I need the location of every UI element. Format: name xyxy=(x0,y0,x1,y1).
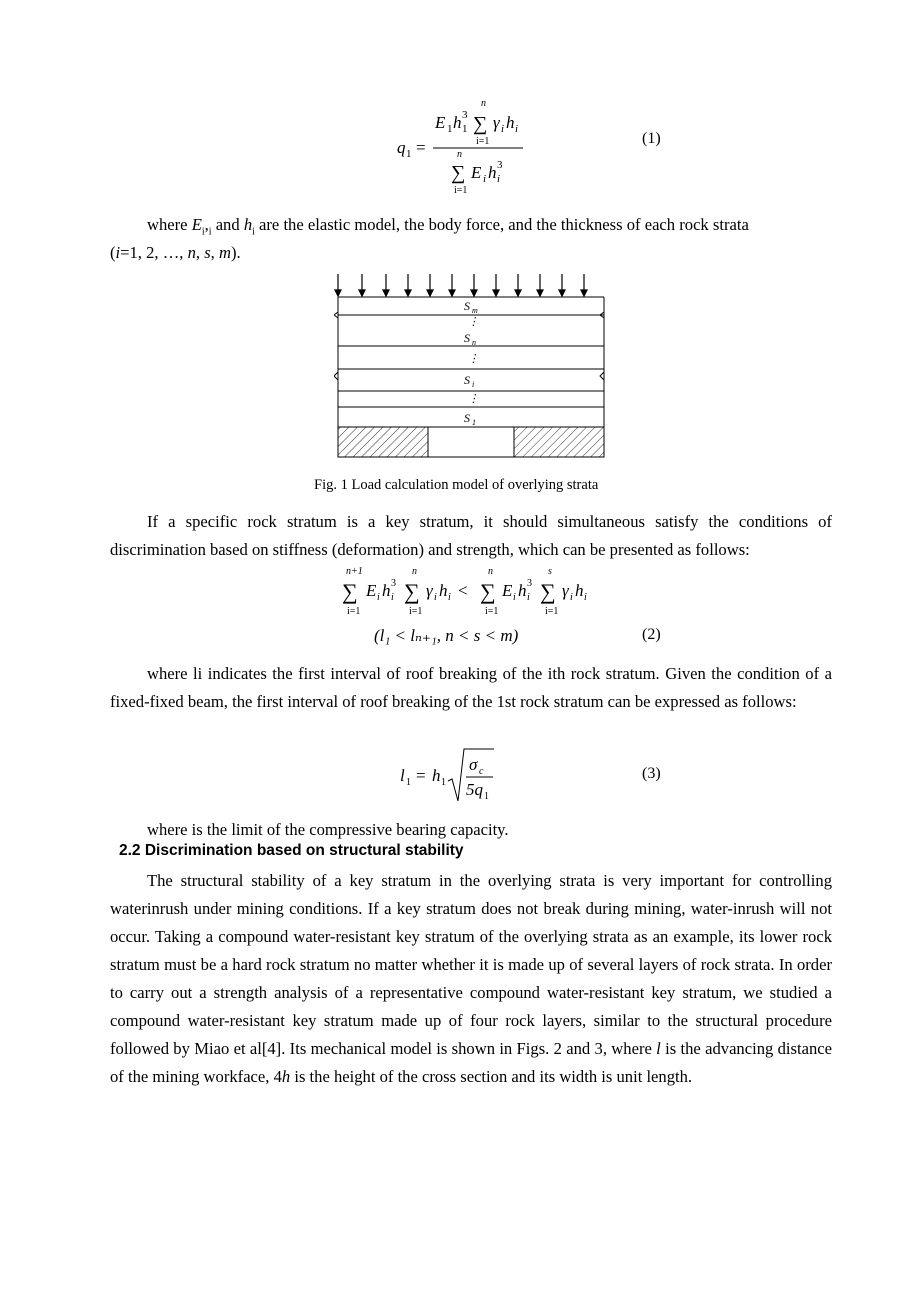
eq1-den-h: h xyxy=(488,163,497,182)
p1-n: n xyxy=(187,243,196,262)
left-support xyxy=(338,427,428,457)
label-si: S xyxy=(464,373,470,387)
eq3-lhs: l xyxy=(400,766,405,785)
eq2-h4: h xyxy=(575,581,584,600)
section-heading: 2.2 Discrimination based on structural stability xyxy=(119,842,464,859)
label-s1: S xyxy=(464,411,470,425)
paragraph-index-list xyxy=(110,239,832,267)
eq1-num-e-sub: 1 xyxy=(447,123,453,135)
equation-1 xyxy=(395,96,535,201)
p1-i: i xyxy=(115,243,121,262)
eq1-lhs: q xyxy=(397,138,406,157)
eq1-den-e: E xyxy=(471,163,482,182)
eq1-num-sum-top: n xyxy=(481,98,486,109)
eq1-den-h-sup: 3 xyxy=(497,159,503,171)
equation-2-number: (2) xyxy=(642,626,661,643)
eq2-h1-sub: i xyxy=(391,592,394,603)
label-dots-2: ⋮ xyxy=(468,353,479,365)
eq2-h3-sup: 3 xyxy=(527,578,532,589)
label-dots-1: ⋮ xyxy=(468,316,479,328)
eq2-gamma2-sub: i xyxy=(570,592,573,603)
equation-1-graphic xyxy=(395,96,535,196)
eq2-gamma1-sub: i xyxy=(434,592,437,603)
eq1-num-h: h xyxy=(453,113,462,132)
label-sm: S xyxy=(464,299,470,313)
eq2-h2-sub: i xyxy=(448,592,451,603)
eq3-den-sub: 1 xyxy=(484,791,489,802)
p1-sep1: , xyxy=(195,243,205,262)
p1-m: m xyxy=(218,243,231,262)
p1-rest: are the elastic model, the body force, and the thickness of each rock strata xyxy=(254,215,749,234)
load-arrows xyxy=(335,274,587,296)
equation-2-graphic xyxy=(340,566,610,650)
p5-part-b: is the advancing distance of the mining workface, 4 xyxy=(110,1039,832,1086)
eq1-equals: = xyxy=(416,138,426,157)
p1-h-sub: i xyxy=(252,226,255,238)
label-dots-3: ⋮ xyxy=(468,393,479,405)
equation-3-number: (3) xyxy=(642,765,661,782)
figure-load-model xyxy=(334,272,608,467)
equation-3-graphic xyxy=(398,745,508,807)
eq2-sum4-top: s xyxy=(548,566,552,577)
eq2-h4-sub: i xyxy=(584,592,587,603)
eq1-num-sigma: ∑ xyxy=(473,113,488,135)
eq2-sum1-top: n+1 xyxy=(346,566,363,577)
p1-h: h xyxy=(243,215,253,234)
eq1-num-h-sub: 1 xyxy=(462,123,468,135)
equation-2 xyxy=(340,566,610,655)
eq3-h-sub: 1 xyxy=(441,777,446,788)
p5-part-a: The structural stability of a key stratum in the overlying strata is very important for controlling waterinrush under mining conditions. If a key stratum does not break during mining, water-inrush will not occur. Taking a compound water-resistant key stratum of the overlying strata as an example, its lower rock stratum must be a hard rock stratum no matter whether it is made up of several layers of rock strata. In order to carry out a strength analysis of a representative compound water-resistant key stratum, we studied a compound water-resistant key stratum made up of four rock layers, similar to the structural procedure followed by Miao et al[4]. Its mechanical model is shown in Figs. 2 and 3, where xyxy=(110,871,832,1058)
p5-part-c: is the height of the cross section and its width is unit length. xyxy=(290,1067,693,1086)
label-s1-sub: 1 xyxy=(472,418,476,427)
eq2-sigma1: ∑ xyxy=(342,579,358,604)
eq2-h3: h xyxy=(518,581,527,600)
eq2-sigma4: ∑ xyxy=(540,579,556,604)
eq2-h1-sup: 3 xyxy=(391,578,396,589)
p1-gamma-sub: i xyxy=(208,226,212,238)
eq2-sum2-top: n xyxy=(412,566,417,577)
eq1-num-h-sup: 3 xyxy=(462,109,468,121)
eq1-num-gamma-sub: i xyxy=(501,123,505,135)
eq3-num-sub: c xyxy=(479,766,484,777)
eq2-e1-sub: i xyxy=(377,592,380,603)
p1-close: ). xyxy=(230,243,241,262)
eq2-gamma1: γ xyxy=(426,581,433,600)
p5-h: h xyxy=(281,1067,291,1086)
eq1-den-sigma: ∑ xyxy=(451,162,466,184)
figure-caption: Fig. 1 Load calculation model of overlying strata xyxy=(314,477,599,493)
eq1-num-gamma: γ xyxy=(493,113,500,132)
eq1-num-e: E xyxy=(435,113,446,132)
eq3-lhs-sub: 1 xyxy=(406,777,411,788)
eq2-line2: (l₁ < lₙ₊₁, n < s < m) xyxy=(374,626,519,645)
label-sn: S xyxy=(464,331,470,345)
strata-labels xyxy=(464,299,479,427)
label-sm-sub: m xyxy=(472,306,478,315)
p1-comma: , xyxy=(204,215,209,234)
eq2-sum1-bottom: i=1 xyxy=(347,606,361,617)
eq1-den-sum-bottom: i=1 xyxy=(454,185,468,196)
eq2-h1: h xyxy=(382,581,391,600)
eq2-sigma2: ∑ xyxy=(404,579,420,604)
eq2-less-than: < xyxy=(458,581,468,600)
equation-1-number: (1) xyxy=(642,130,661,147)
eq2-sum4-bottom: i=1 xyxy=(545,606,559,617)
eq2-h3-sub: i xyxy=(527,592,530,603)
eq1-den-h-sub: i xyxy=(497,173,501,185)
eq3-num: σ xyxy=(469,755,478,774)
eq2-sum3-bottom: i=1 xyxy=(485,606,499,617)
eq3-h: h xyxy=(432,766,441,785)
eq3-equals: = xyxy=(416,766,426,785)
p1-mid: and xyxy=(211,215,244,234)
eq1-num-h2-sub: i xyxy=(515,123,519,135)
label-sn-sub: n xyxy=(472,338,476,347)
p1-prefix: where xyxy=(147,215,192,234)
eq2-sum2-bottom: i=1 xyxy=(409,606,423,617)
eq3-den: 5q xyxy=(466,780,483,799)
eq1-den-sum-top: n xyxy=(457,149,462,160)
p1-s: s xyxy=(204,243,211,262)
eq1-lhs-sub: 1 xyxy=(406,148,412,160)
right-support xyxy=(514,427,604,457)
eq2-sum3-top: n xyxy=(488,566,493,577)
paragraph-roof-breaking: where li indicates the first interval of roof breaking of the ith rock stratum. Given the condition of a fixed-fixed beam, the first interval of roof breaking of the 1st rock stratum can be expressed as follows: xyxy=(110,664,832,711)
load-model-diagram xyxy=(334,272,608,462)
p1-open: ( xyxy=(110,243,116,262)
paragraph-compressive-limit: where is the limit of the compressive bearing capacity. xyxy=(147,820,509,839)
paragraph-key-stratum-condition: If a specific rock stratum is a key stratum, it should simultaneous satisfy the conditions of discrimination based on stiffness (deformation) and strength, which can be presented as follows: xyxy=(110,512,832,559)
eq1-num-h2: h xyxy=(506,113,515,132)
eq2-e1: E xyxy=(366,581,377,600)
p5-l: l xyxy=(656,1039,661,1058)
label-si-sub: i xyxy=(472,380,475,389)
p1-e: E xyxy=(191,215,202,234)
p1-list: =1, 2, …, xyxy=(120,243,188,262)
paragraph-structural-stability xyxy=(110,867,832,1091)
eq2-h2: h xyxy=(439,581,448,600)
eq1-den-e-sub: i xyxy=(483,173,487,185)
eq2-gamma2: γ xyxy=(562,581,569,600)
p1-e-sub: i xyxy=(201,226,205,238)
p1-sep2: , xyxy=(210,243,219,262)
equation-3 xyxy=(398,745,508,812)
eq2-e2-sub: i xyxy=(513,592,516,603)
eq2-e2: E xyxy=(502,581,513,600)
eq2-sigma3: ∑ xyxy=(480,579,496,604)
eq1-num-sum-bottom: i=1 xyxy=(476,136,490,147)
